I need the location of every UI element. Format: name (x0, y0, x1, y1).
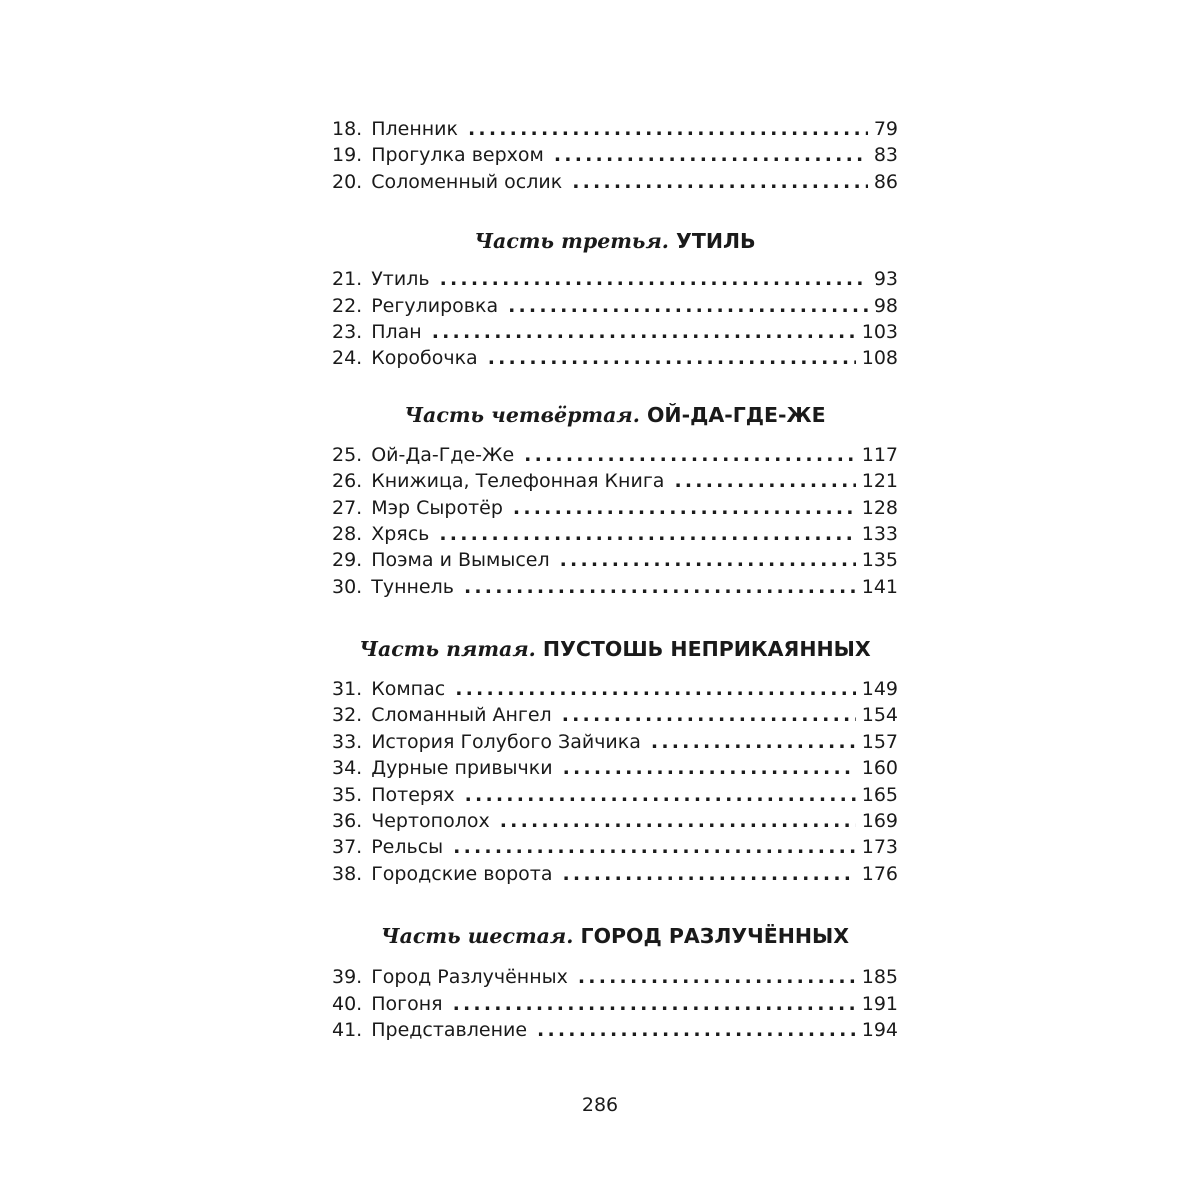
chapter-title: Утиль (371, 268, 430, 291)
toc-entry (332, 468, 898, 494)
dot-leader (563, 755, 856, 781)
chapter-page: 128 (861, 496, 898, 519)
toc-section-continued (332, 116, 898, 195)
dot-leader (508, 293, 868, 319)
dot-leader (440, 266, 868, 292)
chapter-title: Компас (371, 678, 446, 701)
toc-entry (332, 547, 898, 573)
chapter-page: 79 (873, 118, 898, 140)
toc-entry (332, 834, 898, 860)
chapter-number: 39. (332, 966, 363, 989)
chapter-page: 154 (861, 704, 898, 727)
chapter-page: 103 (861, 320, 898, 343)
toc-entry (332, 755, 898, 781)
dot-leader (674, 468, 855, 494)
dot-leader (560, 547, 856, 573)
chapter-title: Мэр Сыротёр (371, 496, 503, 519)
chapter-title: Соломенный ослик (371, 170, 563, 193)
chapter-number: 33. (332, 730, 363, 753)
chapter-number: 25. (332, 443, 363, 466)
toc-section-part-three (332, 226, 898, 372)
chapter-number: 22. (332, 294, 363, 317)
toc-entry (332, 702, 898, 728)
dot-leader (572, 169, 868, 195)
chapter-title: Ой-Да-Где-Же (371, 443, 515, 466)
dot-leader (464, 574, 856, 600)
toc-entry (332, 266, 898, 292)
chapter-page: 98 (873, 294, 898, 317)
dot-leader (554, 142, 868, 168)
chapter-number: 26. (332, 470, 363, 493)
toc-section-part-five (332, 634, 898, 887)
chapter-title: Сломанный Ангел (371, 704, 552, 727)
part-name: ГОРОД РАЗЛУЧЁННЫХ (580, 924, 850, 949)
chapter-title: Дурные привычки (371, 757, 553, 780)
chapter-page: 121 (861, 470, 898, 493)
toc-entry (332, 442, 898, 468)
chapter-title: Регулировка (371, 294, 499, 317)
part-label: Часть пятая. (359, 637, 536, 662)
chapter-page: 149 (861, 678, 898, 701)
toc-entry (332, 169, 898, 195)
chapter-title: Пленник (371, 118, 459, 140)
dot-leader (488, 345, 856, 371)
dot-leader (524, 442, 856, 468)
chapter-title: Рельсы (371, 836, 444, 859)
chapter-page: 176 (861, 862, 898, 885)
chapter-number: 30. (332, 575, 363, 598)
chapter-title: Представление (371, 1018, 528, 1041)
chapter-title: Туннель (371, 575, 454, 598)
chapter-title: Поэма и Вымысел (371, 549, 550, 572)
chapter-number: 41. (332, 1018, 363, 1041)
dot-leader (513, 495, 856, 521)
chapter-number: 27. (332, 496, 363, 519)
chapter-page: 133 (861, 522, 898, 545)
dot-leader (562, 861, 855, 887)
chapter-page: 117 (861, 443, 898, 466)
toc-section-part-four (332, 400, 898, 600)
toc-entry (332, 729, 898, 755)
chapter-page: 185 (861, 966, 898, 989)
chapter-number: 31. (332, 678, 363, 701)
chapter-title: Погоня (371, 992, 443, 1015)
toc-entry (332, 991, 898, 1017)
toc-entry (332, 142, 898, 168)
chapter-number: 38. (332, 862, 363, 885)
chapter-number: 29. (332, 549, 363, 572)
part-name: ПУСТОШЬ НЕПРИКАЯННЫХ (542, 637, 871, 662)
dot-leader (453, 991, 856, 1017)
toc-entry (332, 521, 898, 547)
chapter-title: План (371, 320, 422, 343)
dot-leader (578, 964, 856, 990)
chapter-page: 157 (861, 730, 898, 753)
chapter-page: 191 (861, 992, 898, 1015)
chapter-page: 93 (873, 268, 898, 291)
chapter-title: Коробочка (371, 347, 478, 370)
dot-leader (651, 729, 856, 755)
part-heading (332, 634, 898, 664)
toc-entry (332, 676, 898, 702)
dot-leader (439, 521, 855, 547)
dot-leader (432, 319, 856, 345)
part-name: ОЙ-ДА-ГДЕ-ЖЕ (646, 402, 826, 427)
page-number: 286 (581, 1094, 619, 1116)
part-heading (332, 400, 898, 430)
chapter-number: 37. (332, 836, 363, 859)
toc-entry (332, 964, 898, 990)
part-label: Часть шестая. (380, 924, 574, 949)
chapter-title: История Голубого Зайчика (371, 730, 641, 753)
table-of-contents (332, 116, 898, 1043)
chapter-number: 21. (332, 268, 363, 291)
toc-entry (332, 319, 898, 345)
toc-entry (332, 495, 898, 521)
part-label: Часть третья. (474, 229, 669, 254)
part-name: УТИЛЬ (676, 229, 756, 254)
chapter-page: 165 (861, 783, 898, 806)
chapter-page: 108 (861, 347, 898, 370)
toc-entry (332, 1017, 898, 1043)
chapter-page: 194 (861, 1018, 898, 1041)
part-label: Часть четвёртая. (404, 402, 640, 427)
toc-entry (332, 861, 898, 887)
toc-entry (332, 116, 898, 142)
chapter-number: 34. (332, 757, 363, 780)
part-heading (332, 921, 898, 951)
toc-section-part-six (332, 921, 898, 1043)
chapter-page: 169 (861, 810, 898, 833)
chapter-number: 20. (332, 170, 363, 193)
chapter-number: 36. (332, 810, 363, 833)
chapter-page: 135 (861, 549, 898, 572)
chapter-number: 35. (332, 783, 363, 806)
chapter-title: Хрясь (371, 522, 430, 545)
chapter-number: 18. (332, 118, 363, 140)
toc-entry (332, 782, 898, 808)
dot-leader (537, 1017, 856, 1043)
chapter-title: Городские ворота (371, 862, 553, 885)
chapter-page: 86 (873, 170, 898, 193)
chapter-number: 23. (332, 320, 363, 343)
dot-leader (455, 676, 856, 702)
chapter-page: 141 (861, 575, 898, 598)
chapter-number: 28. (332, 522, 363, 545)
chapter-title: Потерях (371, 783, 455, 806)
toc-entry (332, 808, 898, 834)
chapter-number: 40. (332, 992, 363, 1015)
chapter-title: Город Разлучённых (371, 966, 568, 989)
part-heading (332, 226, 898, 256)
chapter-title: Прогулка верхом (371, 144, 544, 167)
chapter-number: 24. (332, 347, 363, 370)
chapter-page: 173 (861, 836, 898, 859)
chapter-title: Книжица, Телефонная Книга (371, 470, 665, 493)
dot-leader (562, 702, 856, 728)
toc-entry (332, 574, 898, 600)
toc-entry (332, 293, 898, 319)
chapter-number: 19. (332, 144, 363, 167)
dot-leader (500, 808, 856, 834)
chapter-title: Чертополох (371, 810, 490, 833)
dot-leader (465, 782, 856, 808)
dot-leader (453, 834, 856, 860)
dot-leader (468, 116, 868, 142)
chapter-number: 32. (332, 704, 363, 727)
chapter-page: 83 (873, 144, 898, 167)
toc-entry (332, 345, 898, 371)
chapter-page: 160 (861, 757, 898, 780)
